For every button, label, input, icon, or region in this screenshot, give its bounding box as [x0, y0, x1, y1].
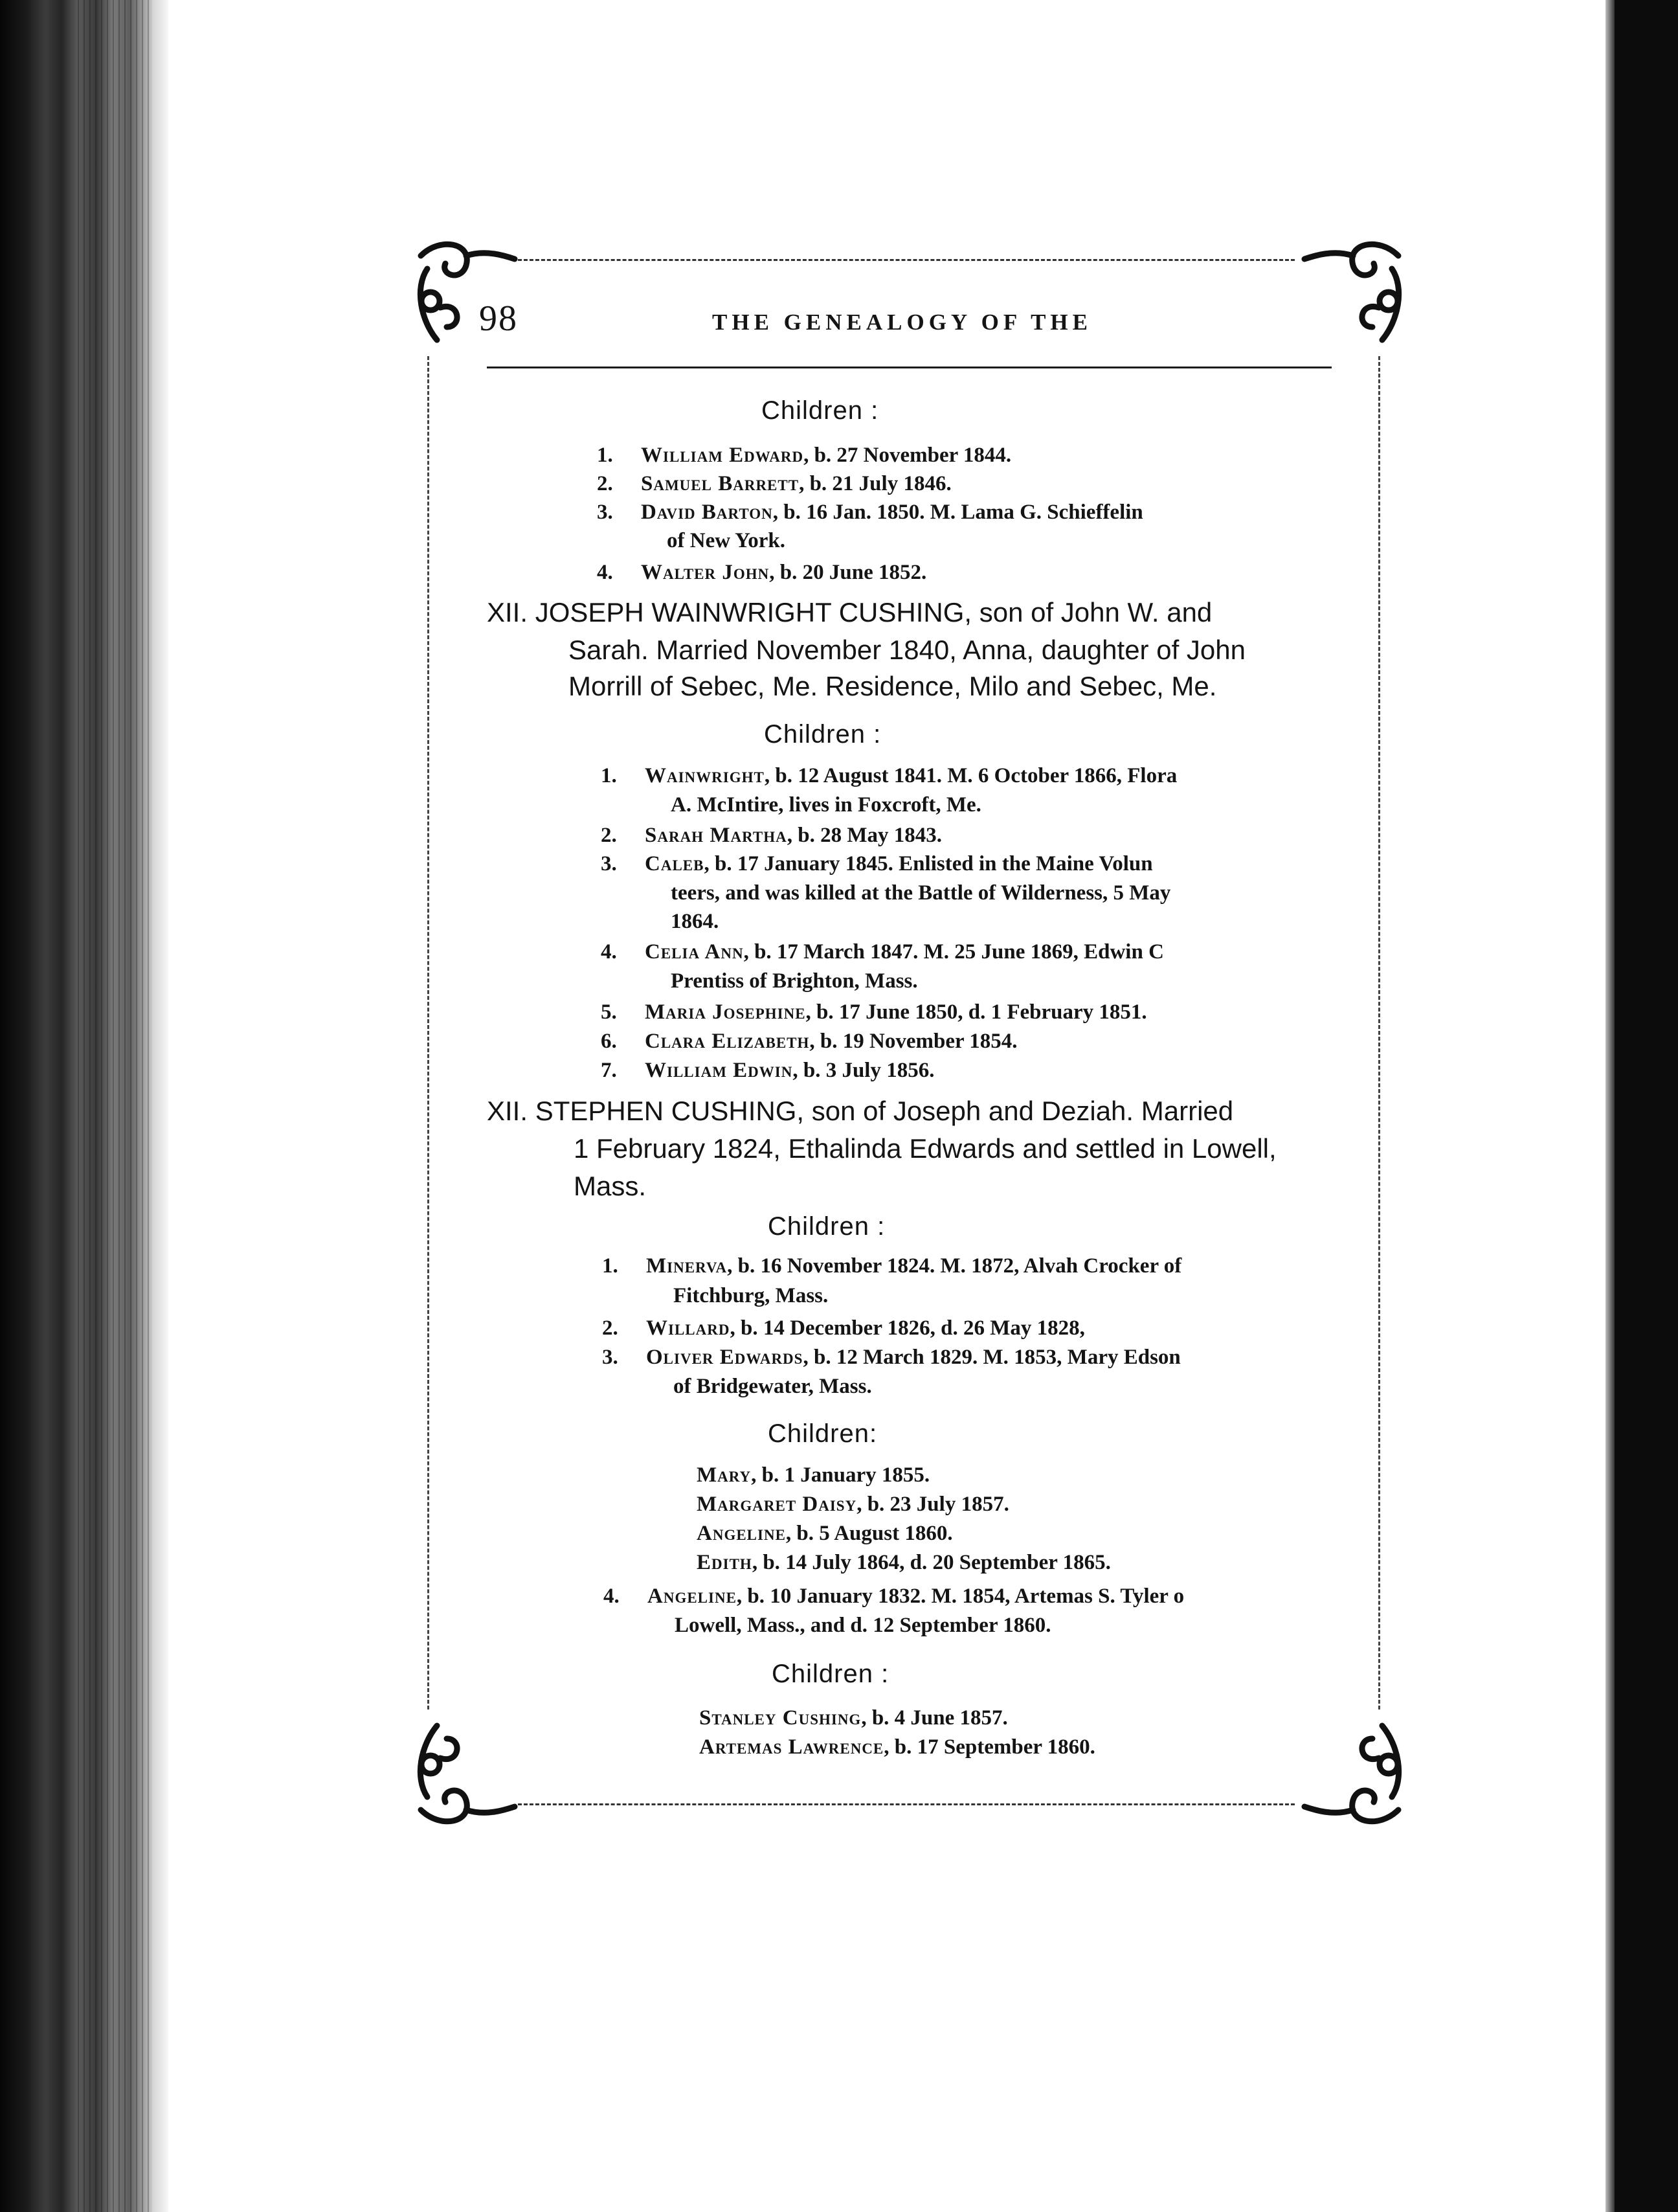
corner-flourish-icon	[1301, 230, 1418, 359]
list-item: 6. Clara Elizabeth, b. 19 November 1854.	[601, 1030, 1018, 1053]
list-item: 3. Caleb, b. 17 January 1845. Enlisted in the Maine Volun	[601, 852, 1153, 875]
page-gutter	[152, 0, 168, 2212]
list-item: Edith, b. 14 July 1864, d. 20 September 1865.	[697, 1551, 1111, 1574]
corner-flourish-icon	[401, 1706, 518, 1836]
list-item: 1. Minerva, b. 16 November 1824. M. 1872, Alvah Crocker of	[602, 1254, 1182, 1278]
children-heading: Children :	[764, 720, 882, 749]
page-number: 98	[479, 299, 518, 339]
list-item: Angeline, b. 5 August 1860.	[697, 1522, 953, 1545]
list-item: 2. Samuel Barrett, b. 21 July 1846.	[597, 472, 952, 495]
children-heading: Children :	[768, 1212, 886, 1241]
list-item-continuation: Fitchburg, Mass.	[673, 1284, 829, 1307]
paragraph-joseph-line: Sarah. Married November 1840, Anna, daughter of John	[568, 635, 1246, 665]
corner-flourish-icon	[1301, 1706, 1418, 1836]
children-heading: Children:	[768, 1419, 878, 1448]
list-item: 3. Oliver Edwards, b. 12 March 1829. M. 1853, Mary Edson	[602, 1346, 1181, 1369]
list-item: Mary, b. 1 January 1855.	[697, 1463, 930, 1487]
paragraph-joseph-line: Morrill of Sebec, Me. Residence, Milo and Sebec, Me.	[568, 671, 1217, 701]
list-item: 4. Angeline, b. 10 January 1832. M. 1854, Artemas S. Tyler o	[603, 1585, 1185, 1608]
list-item: Margaret Daisy, b. 23 July 1857.	[697, 1493, 1009, 1516]
list-item: 4. Walter John, b. 20 June 1852.	[597, 561, 927, 584]
children-heading: Children :	[761, 396, 879, 425]
paragraph-stephen-line: Mass.	[574, 1171, 647, 1201]
paragraph-stephen-line: XII. STEPHEN CUSHING, son of Joseph and Deziah. Married	[487, 1096, 1234, 1126]
list-item: 1. William Edward, b. 27 November 1844.	[597, 444, 1012, 467]
list-item: Stanley Cushing, b. 4 June 1857.	[699, 1706, 1008, 1730]
list-item: 1. Wainwright, b. 12 August 1841. M. 6 October 1866, Flora	[601, 764, 1178, 787]
border-bottom	[518, 1803, 1295, 1805]
list-item-continuation: 1864.	[671, 910, 719, 933]
border-left	[427, 356, 429, 1710]
list-item: 2. Sarah Martha, b. 28 May 1843.	[601, 824, 942, 847]
list-item-continuation: of Bridgewater, Mass.	[673, 1375, 872, 1398]
scan-border	[1605, 0, 1678, 2212]
list-item: 5. Maria Josephine, b. 17 June 1850, d. 1 February 1851.	[601, 1000, 1147, 1024]
list-item: 4. Celia Ann, b. 17 March 1847. M. 25 June 1869, Edwin C	[601, 940, 1164, 964]
list-item-continuation: Prentiss of Brighton, Mass.	[671, 969, 918, 993]
list-item-continuation: Lowell, Mass., and d. 12 September 1860.	[675, 1614, 1051, 1637]
list-item: 2. Willard, b. 14 December 1826, d. 26 May 1828,	[602, 1316, 1085, 1340]
corner-flourish-icon	[401, 230, 518, 359]
page-stack-edges	[78, 0, 152, 2212]
paragraph-stephen-line: 1 February 1824, Ethalinda Edwards and settled in Lowell,	[574, 1133, 1277, 1164]
children-heading: Children :	[772, 1660, 889, 1688]
list-item-continuation: A. McIntire, lives in Foxcroft, Me.	[671, 793, 981, 817]
list-item-continuation: teers, and was killed at the Battle of Wilderness, 5 May	[671, 881, 1171, 905]
list-item: Artemas Lawrence, b. 17 September 1860.	[699, 1735, 1095, 1759]
border-right	[1378, 356, 1380, 1710]
list-item-continuation: of New York.	[667, 529, 785, 552]
list-item: 3. David Barton, b. 16 Jan. 1850. M. Lama G. Schieffelin	[597, 501, 1143, 524]
border-top	[518, 259, 1295, 261]
header-rule	[487, 367, 1332, 368]
running-head: THE GENEALOGY OF THE	[712, 310, 1092, 335]
list-item: 7. William Edwin, b. 3 July 1856.	[601, 1059, 935, 1082]
paragraph-joseph-line: XII. JOSEPH WAINWRIGHT CUSHING, son of John W. and	[487, 597, 1213, 627]
